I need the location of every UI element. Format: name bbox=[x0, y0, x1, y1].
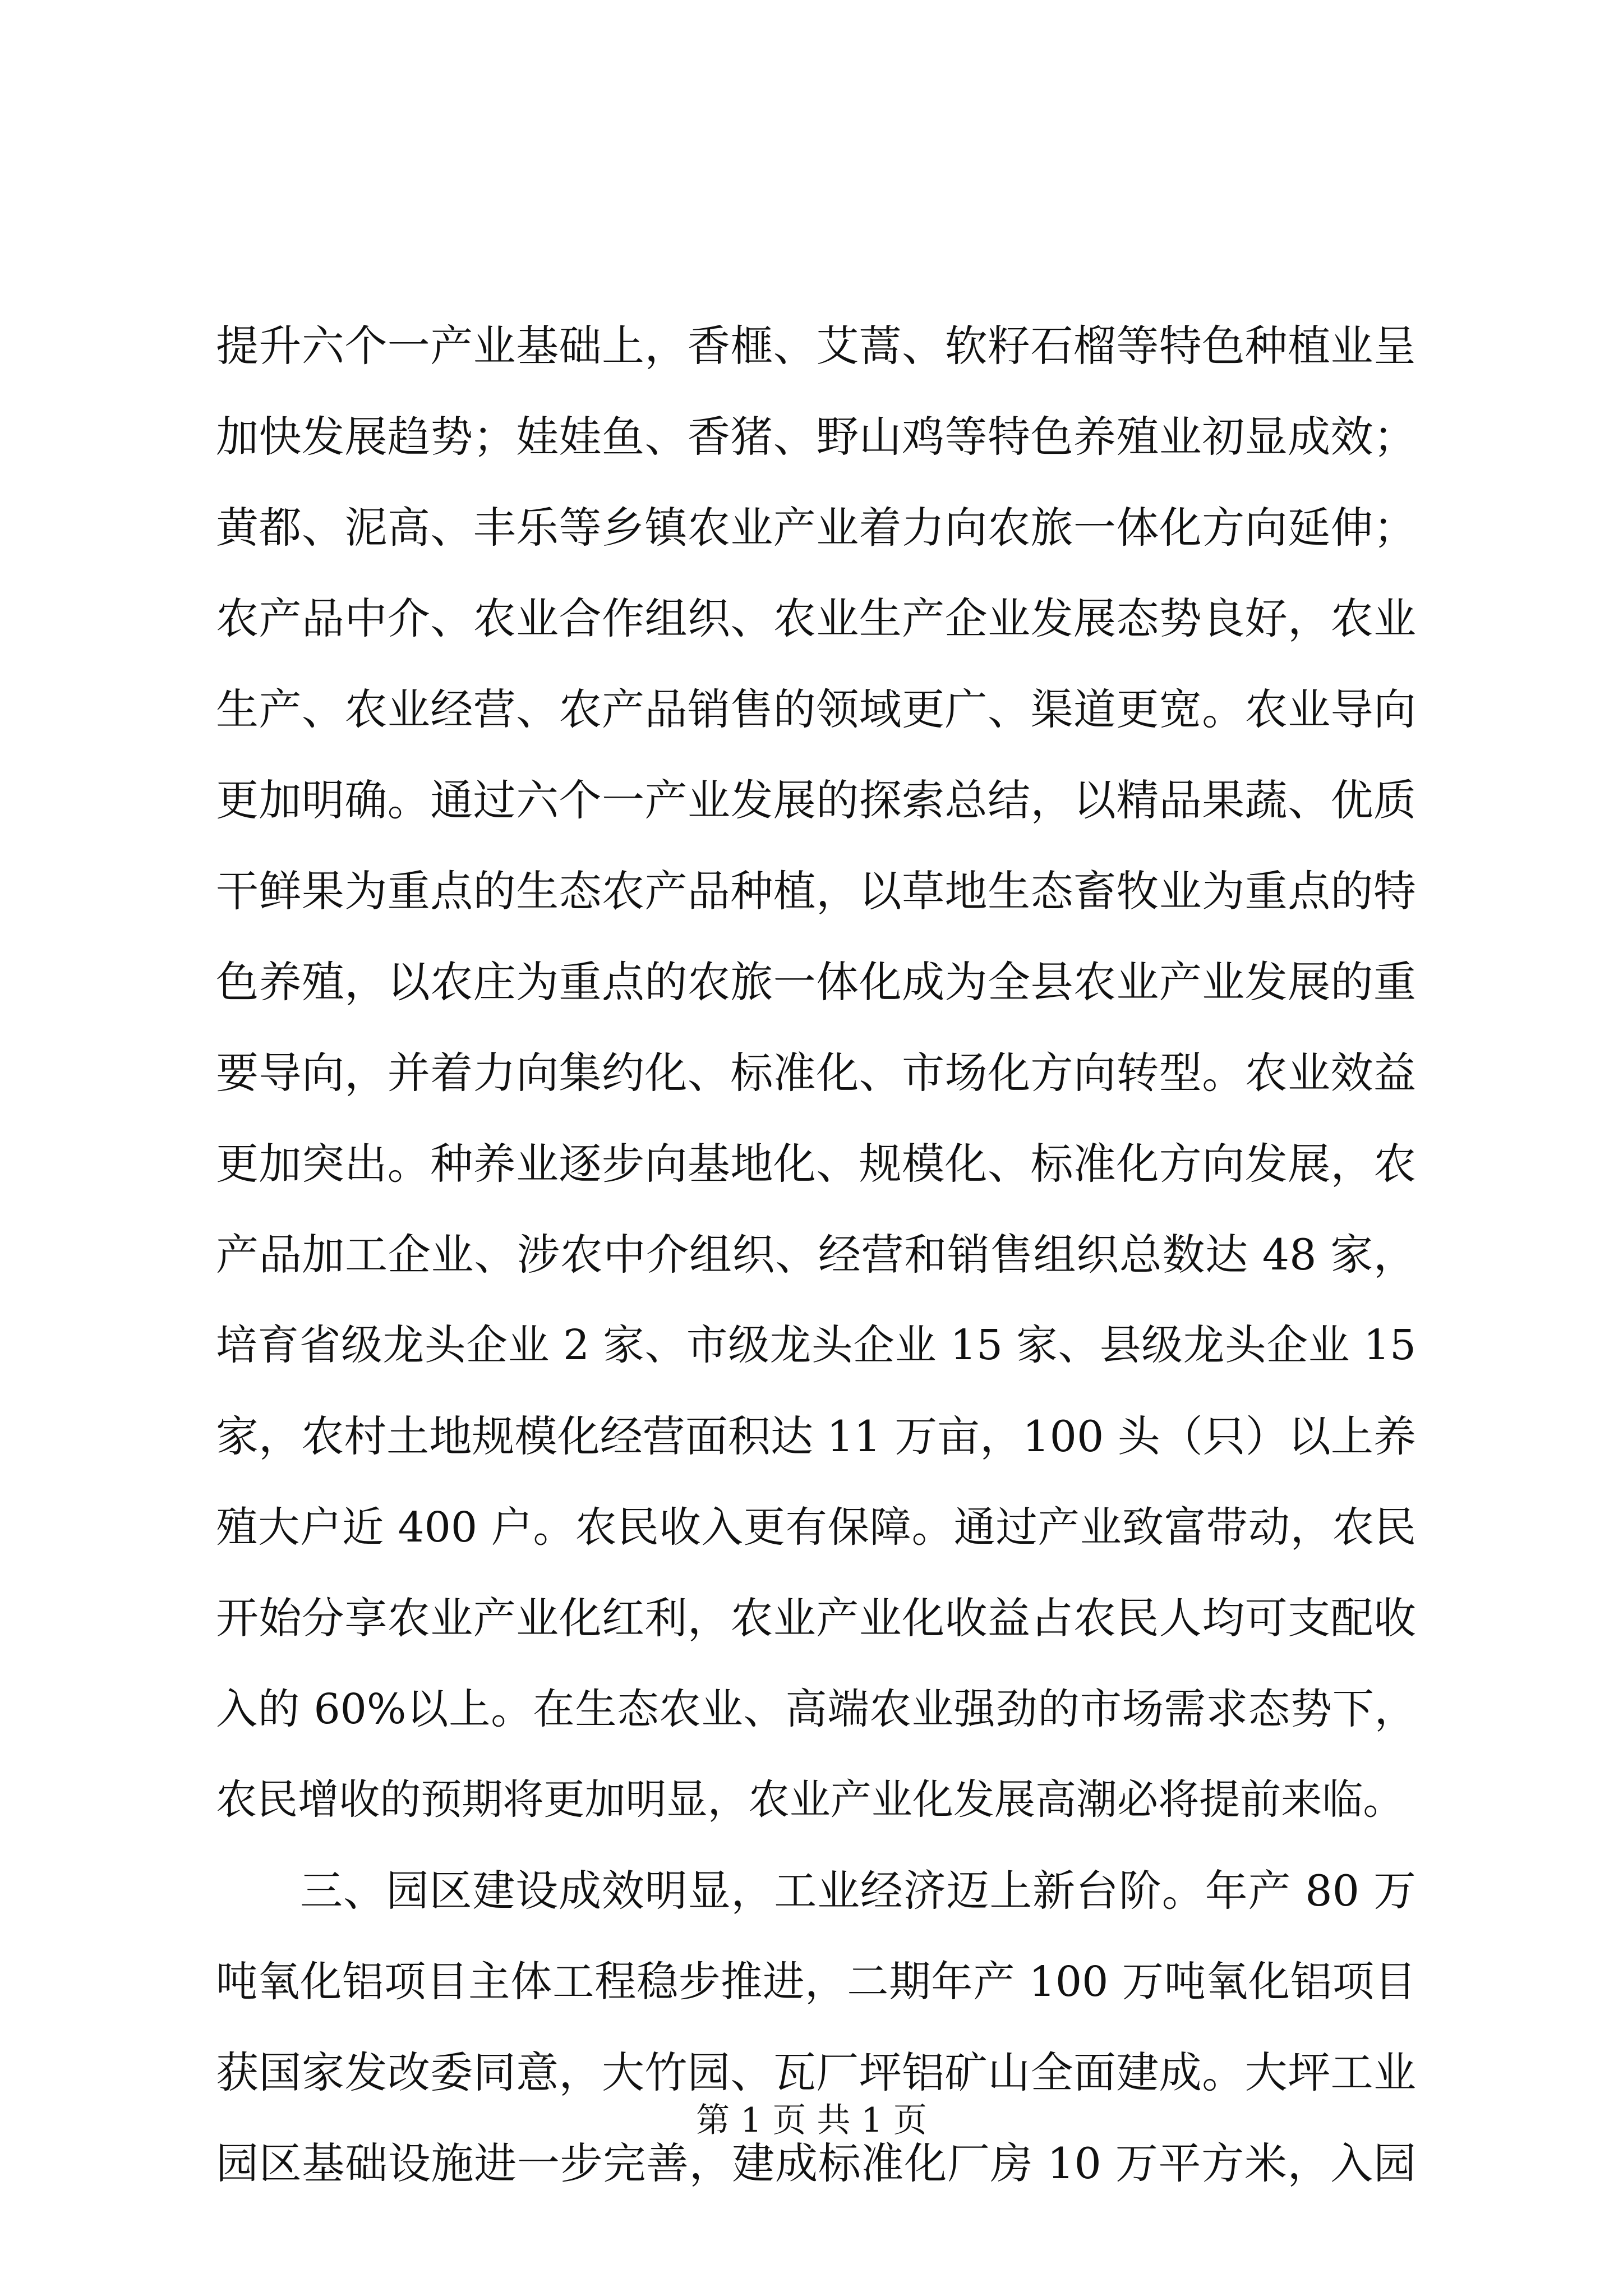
text-line: 获国家发改委同意，大竹园、瓦厂坪铝矿山全面建成。大坪工业 bbox=[216, 2047, 1416, 2097]
text-line: 入的 60%以上。在生态农业、高端农业强劲的市场需求态势下， bbox=[216, 1685, 1416, 1733]
text-line: 要导向，并着力向集约化、标准化、市场化方向转型。农业效益 bbox=[216, 1048, 1416, 1098]
text-line: 殖大户近 400 户。农民收入更有保障。通过产业致富带动，农民 bbox=[216, 1503, 1416, 1552]
text-line: 加快发展趋势；娃娃鱼、香猪、野山鸡等特色养殖业初显成效； bbox=[216, 412, 1416, 462]
text-line: 农民增收的预期将更加明显，农业产业化发展高潮必将提前来临。 bbox=[216, 1776, 1404, 1824]
page-number: 第 1 页 共 1 页 bbox=[696, 2101, 927, 2140]
text-line: 农产品中介、农业合作组织、农业生产企业发展态势良好，农业 bbox=[216, 593, 1416, 643]
page-footer bbox=[0, 2098, 1623, 2143]
text-line: 家，农村土地规模化经营面积达 11 万亩，100 头（只）以上养 bbox=[216, 1411, 1416, 1461]
text-line: 开始分享农业产业化红利，农业产业化收益占农民人均可支配收 bbox=[216, 1593, 1416, 1643]
text-line: 更加突出。种养业逐步向基地化、规模化、标准化方向发展，农 bbox=[216, 1139, 1416, 1189]
text-line: 产品加工企业、涉农中介组织、经营和销售组织总数达 48 家， bbox=[216, 1230, 1416, 1280]
text-line: 色养殖，以农庄为重点的农旅一体化成为全县农业产业发展的重 bbox=[216, 957, 1416, 1007]
text-line: 干鲜果为重点的生态农产品种植，以草地生态畜牧业为重点的特 bbox=[216, 866, 1416, 916]
text-line: 培育省级龙头企业 2 家、市级龙头企业 15 家、县级龙头企业 15 bbox=[216, 1322, 1416, 1369]
text-line: 吨氧化铝项目主体工程稳步推进，二期年产 100 万吨氧化铝项目 bbox=[216, 1957, 1416, 2006]
text-line: 生产、农业经营、农产品销售的领域更广、渠道更宽。农业导向 bbox=[216, 684, 1416, 734]
text-line: 园区基础设施进一步完善，建成标准化厂房 10 万平方米，入园 bbox=[216, 2138, 1416, 2188]
text-line: 提升六个一产业基础上，香榧、艾蒿、软籽石榴等特色种植业呈 bbox=[216, 321, 1416, 371]
body-text bbox=[216, 301, 1416, 2209]
text-line: 黄都、泥高、丰乐等乡镇农业产业着力向农旅一体化方向延伸； bbox=[216, 503, 1416, 553]
text-line: 三、园区建设成效明显，工业经济迈上新台阶。年产 80 万 bbox=[300, 1866, 1416, 1916]
text-line: 更加明确。通过六个一产业发展的探索总结，以精品果蔬、优质 bbox=[216, 775, 1416, 825]
